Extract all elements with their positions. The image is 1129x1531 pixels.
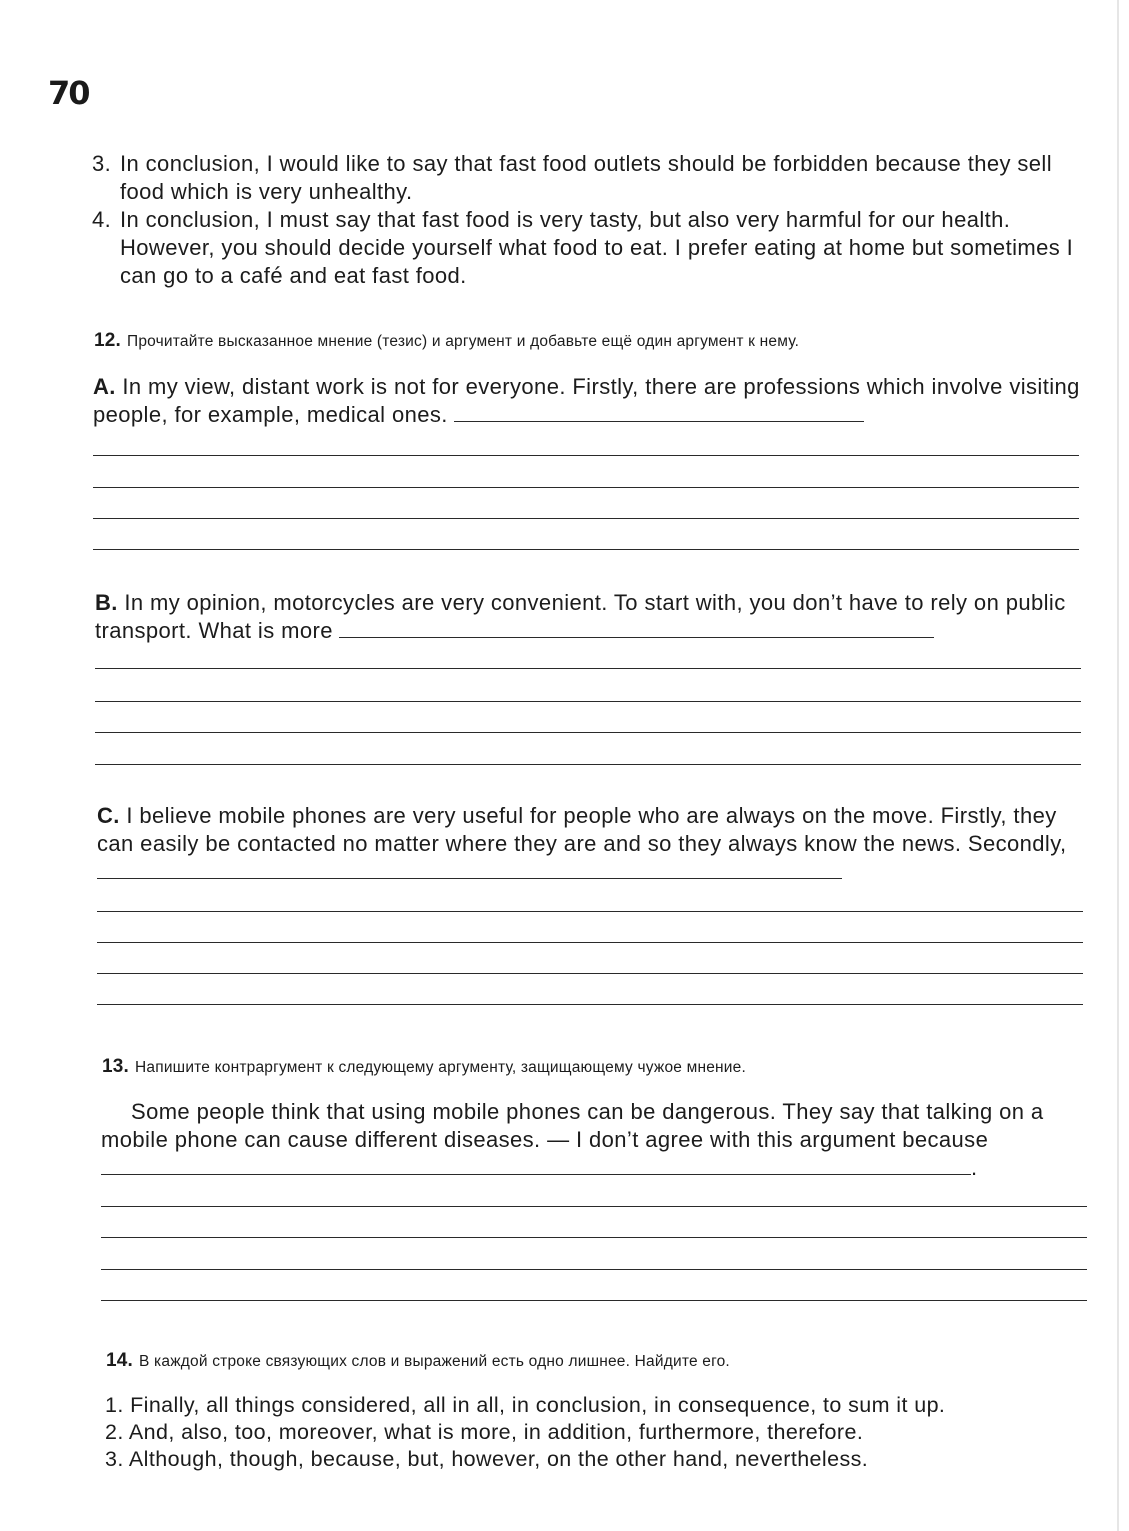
list-item: 2. And, also, too, moreover, what is more, in addition, furthermore, therefore. (105, 1420, 864, 1444)
exercise-12c-text (97, 802, 1087, 886)
answer-line[interactable] (101, 1269, 1087, 1270)
answer-line[interactable] (97, 973, 1083, 974)
item-number: 3. (92, 151, 112, 176)
exercise-13-text (101, 1098, 1091, 1182)
answer-line[interactable] (97, 911, 1083, 912)
list-item (92, 206, 1082, 290)
answer-line[interactable] (95, 668, 1081, 669)
answer-line[interactable] (95, 701, 1081, 702)
item-number: 4. (92, 207, 112, 232)
exercise-number: 14. (106, 1350, 134, 1371)
answer-line[interactable] (97, 942, 1083, 943)
list-item (92, 150, 1082, 206)
list-item: 1. Finally, all things considered, all in all, in conclusion, in consequence, to sum it up. (105, 1393, 946, 1417)
answer-line[interactable] (95, 764, 1081, 765)
argument-text: Some people think that using mobile phones can be dangerous. They say that talking on a mobile phone can cause different diseases. — I don’t agree with this argument because (101, 1099, 1044, 1152)
statement-text: I believe mobile phones are very useful for people who are always on the move. Firstly, they can easily be contacted no matter where they are and so they always know the news. Secondly, (97, 803, 1067, 856)
statement-text: In my opinion, motorcycles are very convenient. To start with, you don’t have to rely on public transport. What is more (95, 590, 1066, 643)
answer-line[interactable] (93, 455, 1079, 456)
exercise-instruction: Прочитайте высказанное мнение (тезис) и аргумент и добавьте ещё один аргумент к нему. (127, 333, 800, 350)
answer-line[interactable] (97, 1004, 1083, 1005)
end-punctuation: . (971, 1155, 978, 1180)
answer-line[interactable] (95, 732, 1081, 733)
answer-line[interactable] (101, 1237, 1087, 1238)
exercise-instruction: Напишите контраргумент к следующему аргументу, защищающему чужое мнение. (135, 1059, 746, 1076)
item-text: In conclusion, I would like to say that fast food outlets should be forbidden because they sell food which is very unhealthy. (120, 151, 1052, 204)
answer-line[interactable] (101, 1206, 1087, 1207)
exercise-number: 12. (94, 330, 122, 351)
exercise-12-heading (94, 330, 799, 352)
answer-line[interactable] (454, 420, 864, 422)
item-letter: A. (93, 374, 116, 399)
exercise-instruction: В каждой строке связующих слов и выражений есть одно лишнее. Найдите его. (139, 1353, 730, 1370)
exercise-number: 13. (102, 1056, 130, 1077)
answer-line[interactable] (93, 549, 1079, 550)
answer-line[interactable] (93, 487, 1079, 488)
item-letter: B. (95, 590, 118, 615)
page-number: 70 (48, 74, 89, 112)
answer-line[interactable] (101, 1173, 971, 1175)
answer-line[interactable] (101, 1300, 1087, 1301)
item-letter: C. (97, 803, 120, 828)
exercise-12b-text (95, 589, 1085, 645)
item-text: In conclusion, I must say that fast food is very tasty, but also very harmful for our health. However, you should decide yourself what food to eat. I prefer eating at home but sometimes I can go to a café and eat fast food. (120, 207, 1074, 288)
exercise-13-heading (102, 1056, 746, 1078)
page-edge (1117, 0, 1119, 1531)
statement-text: In my view, distant work is not for everyone. Firstly, there are professions which involve visiting people, for example, medical ones. (93, 374, 1080, 427)
list-item: 3. Although, though, because, but, however, on the other hand, nevertheless. (105, 1447, 869, 1471)
answer-line[interactable] (339, 636, 934, 638)
answer-line[interactable] (97, 877, 842, 879)
answer-line[interactable] (93, 518, 1079, 519)
connectors-list (105, 1392, 1095, 1473)
exercise-12a-text (93, 373, 1083, 429)
exercise-14-heading (106, 1350, 730, 1372)
